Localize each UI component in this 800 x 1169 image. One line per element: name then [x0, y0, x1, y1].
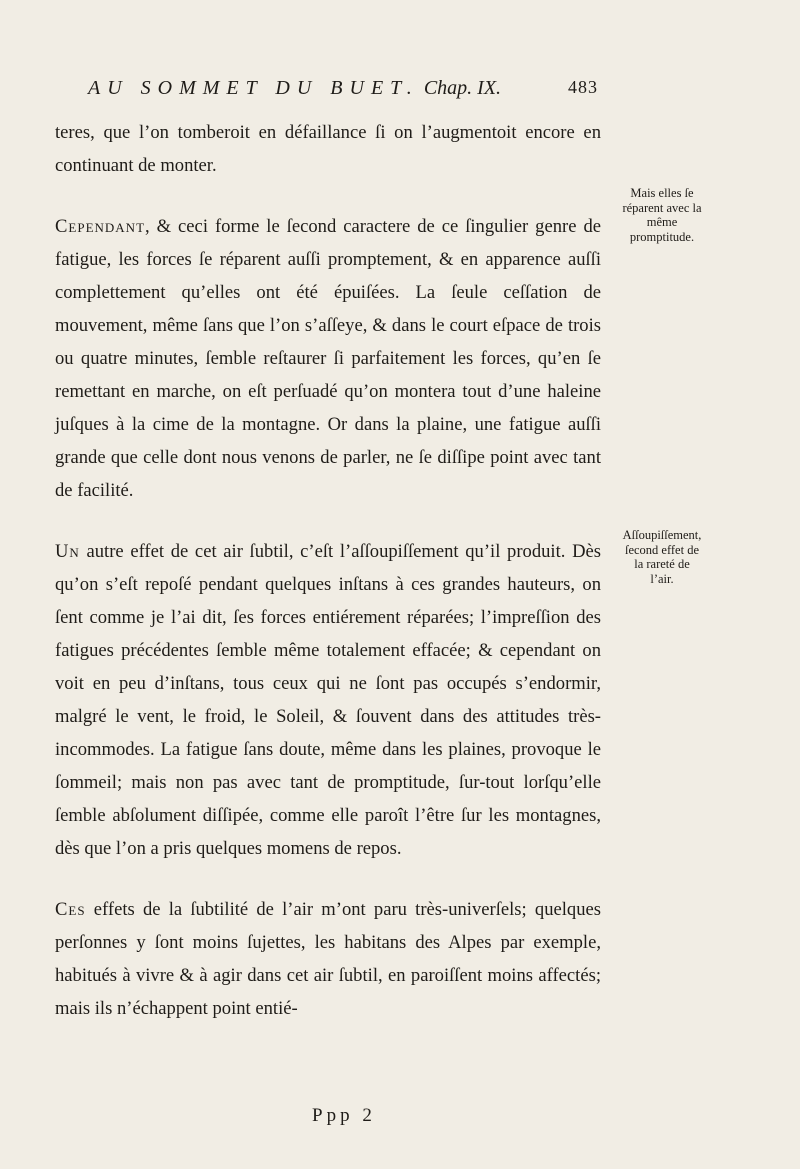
chapter-label: Chap. IX. [423, 77, 502, 99]
marginal-note-1: Mais elles ſe réparent avec la même promptitude. [622, 186, 702, 244]
paragraph-2-lead: Cependant [55, 216, 146, 237]
paragraph-2-text: , & ceci forme le ſecond caractere de ce ſingulier genre de fatigue, les forces ſe réparent auſſi promptement, & en apparence auſſi complettement qu’elles ont été épuiſées. La ſeule ceſſation de mouvement, même ſans que l’on s’aſſeye, & dans le court eſpace de trois ou quatre minutes, ſemble reſtaurer ſi parfaitement les forces, qu’en ſe remettant en marche, on eſt perſuadé qu’on montera tout d’une haleine juſques à la cime de la montagne. Or dans la plaine, une fatigue auſſi grande que celle dont nous venons de parler, ne ſe diſſipe point avec tant de facilité. [55, 216, 601, 501]
paragraph-4-lead: Ces [55, 899, 86, 920]
paragraph-2 [55, 210, 601, 507]
running-title: AU SOMMET DU BUET. [88, 77, 419, 99]
paragraph-4-text: effets de la ſubtilité de l’air m’ont paru très-univerſels; quelques perſonnes y ſont moins ſujettes, les habitans des Alpes par exemple, habitués à vivre & à agir dans cet air ſubtil, en paroiſſent moins affectés; mais ils n’échappent point entié- [55, 899, 601, 1019]
paragraph-3-lead: Un [55, 541, 80, 562]
marginal-note-2: Aſſoupiſſement, ſecond effet de la rareté de l’air. [622, 528, 702, 586]
paragraph-3 [55, 535, 601, 865]
paragraph-4 [55, 893, 601, 1025]
running-header [88, 78, 598, 98]
paragraph-1 [55, 116, 601, 182]
main-text [55, 116, 601, 1025]
paragraph-3-text: autre effet de cet air ſubtil, c’eſt l’aſſoupiſſement qu’il produit. Dès qu’on s’eſt repoſé pendant quelques inſtans à ces grandes hauteurs, on ſent comme je l’ai dit, ſes forces entiérement réparées; l’impreſſion des fatigues précédentes ſemble même totalement effacée; & cependant on voit en peu d’inſtans, tous ceux qui ne ſont pas occupés s’endormir, malgré le vent, le froid, le Soleil, & ſouvent dans des attitudes très-incommodes. La fatigue ſans doute, même dans les plaines, provoque le ſommeil; mais non pas avec tant de promptitude, ſur-tout lorſqu’elle ſemble abſolument diſſipée, comme elle paroît l’être ſur les montagnes, dès que l’on a pris quelques momens de repos. [55, 541, 601, 859]
paragraph-1-text: teres, que l’on tomberoit en défaillance ſi on l’augmentoit encore en continuant de monter. [55, 122, 601, 176]
page-number: 483 [568, 77, 598, 97]
signature-mark: Ppp 2 [312, 1105, 376, 1126]
